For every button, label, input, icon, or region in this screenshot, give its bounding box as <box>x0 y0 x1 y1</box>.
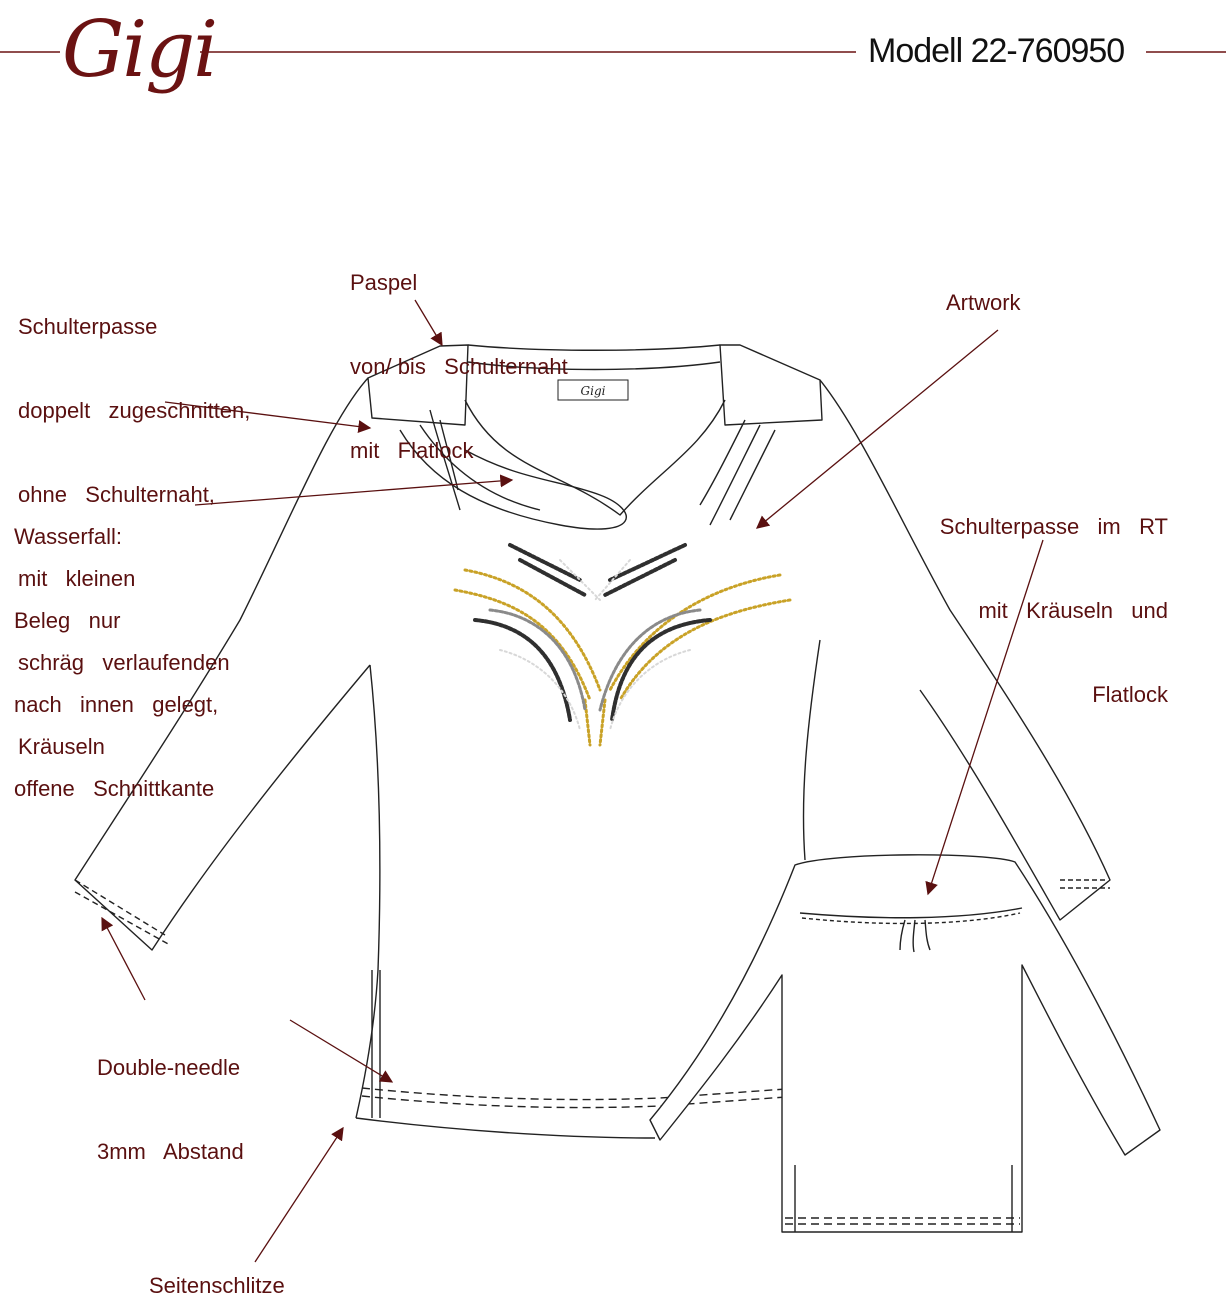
brand-logo: Gigi <box>62 5 217 95</box>
note-schulterpasse-front: Schulterpasse doppelt zugeschnitten, ohne Schulternaht, mit kleinen schräg verlaufenden Kräuseln <box>18 314 251 759</box>
note-paspel: Paspel von/ bis Schulternaht mit Flatlock <box>350 270 568 463</box>
neck-label-text: Gigi <box>580 384 606 398</box>
note-double-needle: Double-needle 3mm Abstand <box>97 1055 244 1164</box>
model-number: Modell 22-760950 <box>868 32 1125 70</box>
note-wasserfall: Wasserfall: Beleg nur nach innen gelegt, offene Schnittkante <box>14 524 219 801</box>
note-artwork: Artwork <box>946 290 1021 315</box>
note-seitenschlitze: Seitenschlitze <box>149 1273 285 1298</box>
note-schulterpasse-back: Schulterpasse im RT mit Kräuseln und Flatlock <box>939 514 1168 707</box>
